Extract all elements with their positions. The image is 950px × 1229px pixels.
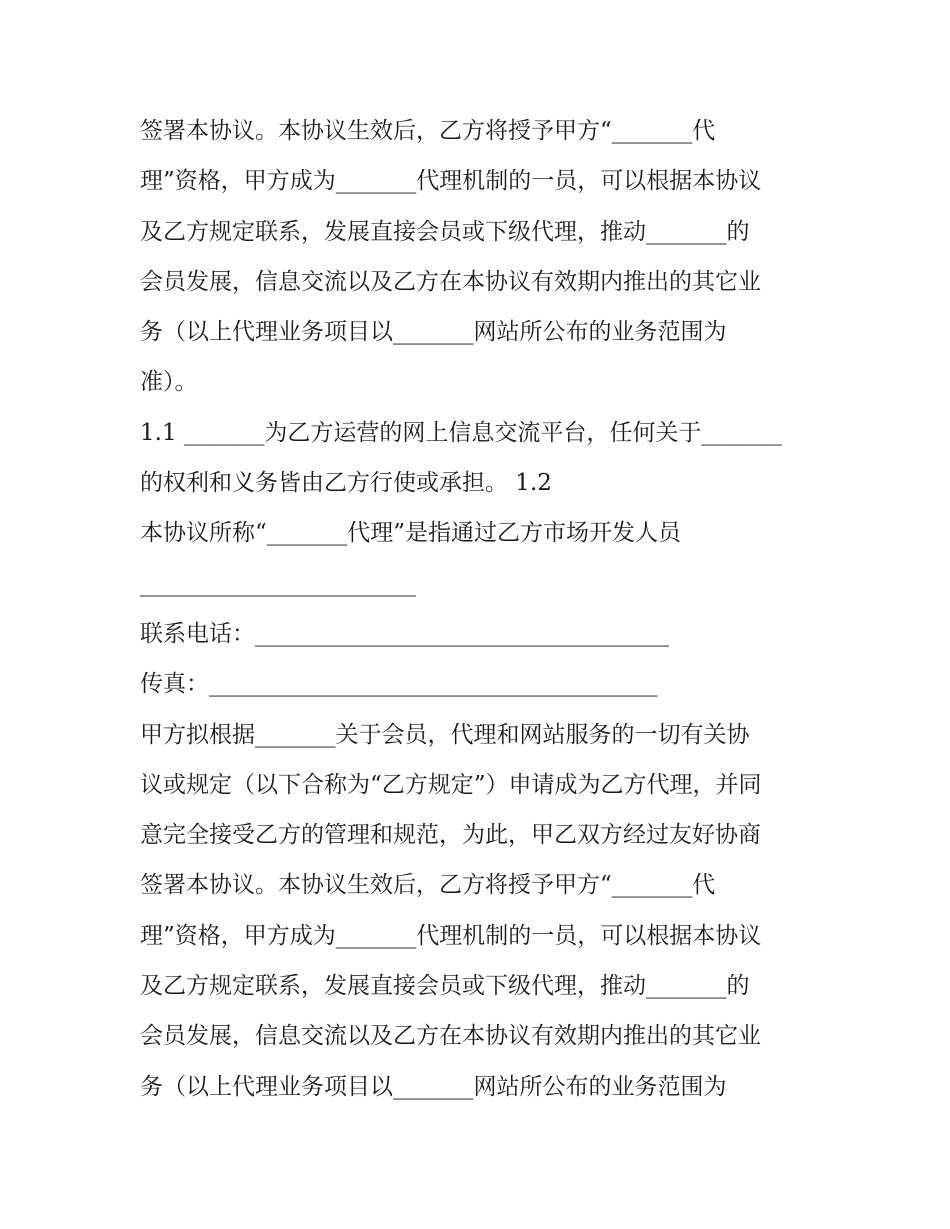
text-line: 本协议所称“_______代理”是指通过乙方市场开发人员 [140,520,682,547]
text-line: 签署本协议。本协议生效后，乙方将授予甲方“_______代 [140,118,716,144]
text-line: 议或规定（以下合称为“乙方规定”）申请成为乙方代理，并同 [140,771,762,798]
text-line: 意完全接受乙方的管理和规范，为此，甲乙双方经过友好协商 [140,822,761,849]
agreement-body-text [140,106,820,1112]
text-line: 务（以上代理业务项目以_______网站所公布的业务范围为 [140,319,727,346]
text-line: 甲方拟根据_______关于会员，代理和网站服务的一切有关协 [140,721,750,748]
text-line: 及乙方规定联系，发展直接会员或下级代理，推动_______的 [140,973,750,1000]
clause-line: 的权利和义务皆由乙方行使或承担。 1.2 [140,470,552,497]
text-line: 及乙方规定联系，发展直接会员或下级代理，推动_______的 [140,218,750,245]
text-line: 会员发展，信息交流以及乙方在本协议有效期内推出的其它业 [140,1023,761,1050]
text-line: 理”资格，甲方成为_______代理机制的一员，可以根据本协议 [140,922,762,949]
contact-phone-line: 联系电话：____________________________________ [140,620,669,647]
text-line: 准）。 [140,369,198,396]
text-line: 务（以上代理业务项目以_______网站所公布的业务范围为 [140,1073,727,1100]
text-line: 签署本协议。本协议生效后，乙方将授予甲方“_______代 [140,872,716,899]
blank-fill-line: ________________________ [140,570,416,597]
text-line: 会员发展，信息交流以及乙方在本协议有效期内推出的其它业 [140,268,761,295]
fax-line: 传真：_______________________________________ [140,671,658,698]
text-line: 理”资格，甲方成为_______代理机制的一员，可以根据本协议 [140,168,762,195]
clause-line: 1.1 _______为乙方运营的网上信息交流平台，任何关于_______ [140,419,782,446]
